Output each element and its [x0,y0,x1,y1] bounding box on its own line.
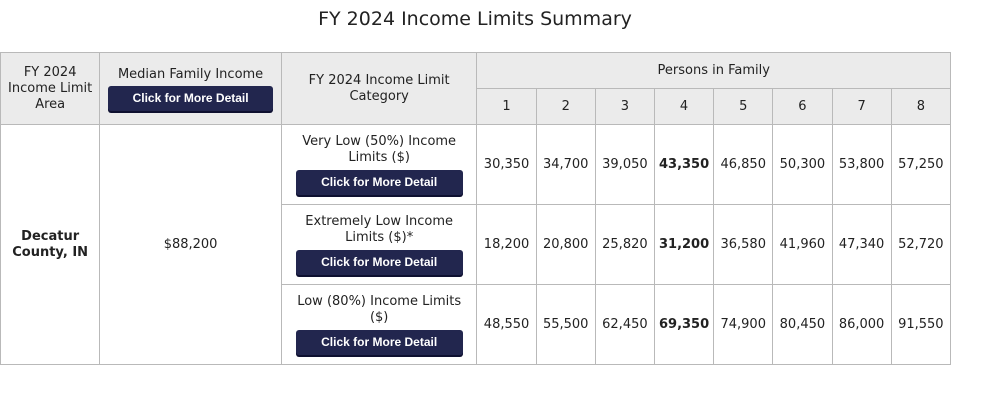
limit-cell: 52,720 [891,205,950,285]
limit-cell: 74,900 [714,285,773,365]
category-cell [281,285,477,365]
area-header-label: FY 2024 Income Limit Area [8,64,93,112]
table-row [1,125,951,205]
category-cell [281,205,477,285]
persons-8-header: 8 [891,89,950,125]
category-label: Low (80%) Income Limits ($) [297,294,462,325]
category-label: Extremely Low Income Limits ($)* [305,214,454,245]
limit-cell: 39,050 [595,125,654,205]
persons-4-header: 4 [654,89,713,125]
limit-cell: 80,450 [773,285,832,365]
limit-cell: 20,800 [536,205,595,285]
median-income-cell: $88,200 [100,125,282,365]
persons-5-header: 5 [714,89,773,125]
persons-2-header: 2 [536,89,595,125]
limit-cell: 36,580 [714,205,773,285]
limit-cell: 34,700 [536,125,595,205]
persons-1-header: 1 [477,89,536,125]
limit-cell: 46,850 [714,125,773,205]
persons-header: Persons in Family [477,53,951,89]
income-limits-table [0,52,951,365]
limit-cell: 62,450 [595,285,654,365]
category-header [281,53,477,125]
limit-cell: 43,350 [654,125,713,205]
very-low-detail-button[interactable]: Click for More Detail [296,170,463,195]
limit-cell: 55,500 [536,285,595,365]
limit-cell: 41,960 [773,205,832,285]
limit-cell: 47,340 [832,205,891,285]
limit-cell: 48,550 [477,285,536,365]
page-title: FY 2024 Income Limits Summary [318,8,632,30]
category-cell [281,125,477,205]
limit-cell: 30,350 [477,125,536,205]
category-header-label: FY 2024 Income Limit Category [308,72,450,104]
category-label: Very Low (50%) Income Limits ($) [302,134,457,165]
area-header [1,53,100,125]
limit-cell: 53,800 [832,125,891,205]
median-income-header-label: Median Family Income [117,66,264,82]
persons-3-header: 3 [595,89,654,125]
extremely-low-detail-button[interactable]: Click for More Detail [296,250,463,275]
persons-7-header: 7 [832,89,891,125]
persons-6-header: 6 [773,89,832,125]
limit-cell: 91,550 [891,285,950,365]
median-detail-button[interactable]: Click for More Detail [108,86,273,111]
area-name-cell: Decatur County, IN [1,125,100,365]
low-detail-button[interactable]: Click for More Detail [296,330,463,355]
limit-cell: 25,820 [595,205,654,285]
limit-cell: 31,200 [654,205,713,285]
limit-cell: 86,000 [832,285,891,365]
limit-cell: 69,350 [654,285,713,365]
limit-cell: 18,200 [477,205,536,285]
limit-cell: 50,300 [773,125,832,205]
limit-cell: 57,250 [891,125,950,205]
median-income-header [100,53,282,125]
